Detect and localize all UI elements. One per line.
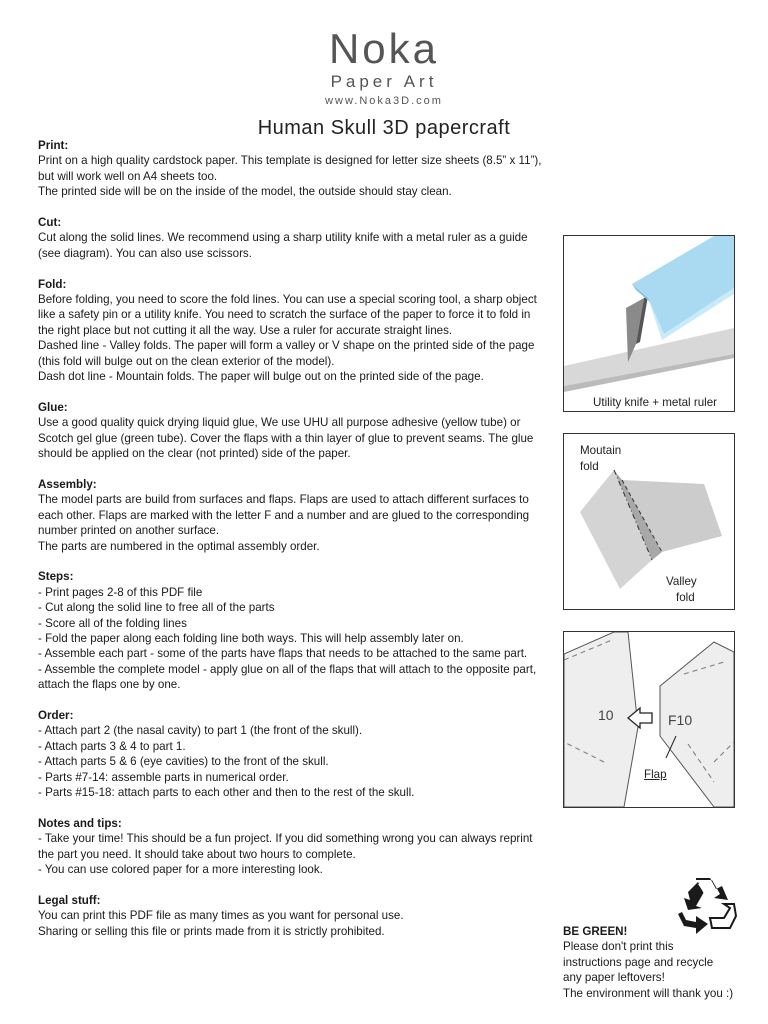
text-line: - Attach part 2 (the nasal cavity) to part 1 (the front of the skull). bbox=[38, 724, 363, 738]
text-line: Dashed line - Valley folds. The paper will form a valley or V shape on the printed side of the page bbox=[38, 339, 535, 353]
text-line: each other. Flaps are marked with the letter F and a number and are glued to the corresponding bbox=[38, 508, 530, 522]
text-line: (this fold will bulge out on the clean exterior of the model). bbox=[38, 354, 335, 368]
text-line: The parts are numbered in the optimal assembly order. bbox=[38, 539, 320, 553]
text-line: - Attach parts 3 & 4 to part 1. bbox=[38, 739, 186, 753]
text-line: The model parts are build from surfaces and flaps. Flaps are used to attach different surfaces to bbox=[38, 493, 529, 507]
text-line: - Fold the paper along each folding line both ways. This will help assembly later on. bbox=[38, 631, 464, 645]
section-heading: Steps: bbox=[38, 570, 74, 584]
section-heading: Order: bbox=[38, 708, 74, 722]
text-line: Use a good quality quick drying liquid glue, We use UHU all purpose adhesive (yellow tube) or bbox=[38, 416, 521, 430]
text-line: Before folding, you need to score the fold lines. You can use a special scoring tool, a sharp object bbox=[38, 293, 537, 307]
text-line: should be applied on the clear (not printed) side of the paper. bbox=[38, 447, 351, 461]
section-heading: Legal stuff: bbox=[38, 893, 101, 907]
valley-label: fold bbox=[676, 591, 695, 604]
text-line: but will work well on A4 sheets too. bbox=[38, 169, 218, 183]
section-cut bbox=[38, 215, 558, 261]
brand-subtitle: Paper Art bbox=[330, 72, 438, 91]
section-glue bbox=[38, 400, 558, 462]
brand-name: Noka bbox=[328, 25, 440, 72]
text-line: (see diagram). You can also use scissors. bbox=[38, 246, 252, 260]
mountain-label: fold bbox=[580, 460, 599, 473]
knife-diagram bbox=[563, 235, 735, 412]
instructions bbox=[38, 138, 558, 954]
text-line: - Cut along the solid line to free all of the parts bbox=[38, 601, 275, 615]
text-line: like a safety pin or a utility knife. You need to scratch the surface of the paper to force it to fold in bbox=[38, 308, 531, 322]
text-line: Dash dot line - Mountain folds. The paper will bulge out on the printed side of the page. bbox=[38, 370, 484, 384]
part-number: 10 bbox=[598, 707, 614, 723]
text-line: The environment will thank you :) bbox=[563, 986, 734, 1000]
text-line: - Attach parts 5 & 6 (eye cavities) to the front of the skull. bbox=[38, 755, 329, 769]
text-line: - Score all of the folding lines bbox=[38, 616, 187, 630]
fold-diagram bbox=[563, 433, 735, 610]
text-line: any paper leftovers! bbox=[563, 971, 665, 985]
section-heading: Glue: bbox=[38, 400, 68, 414]
be-green-note bbox=[563, 924, 763, 1001]
brand-url: www.Noka3D.com bbox=[325, 95, 443, 107]
text-line: - Parts #7-14: assemble parts in numerical order. bbox=[38, 770, 289, 784]
text-line: number printed on another surface. bbox=[38, 524, 220, 538]
section-heading: Cut: bbox=[38, 216, 62, 230]
text-line: - You can use colored paper for a more interesting look. bbox=[38, 862, 323, 876]
text-line: - Assemble each part - some of the parts have flaps that needs to be attached to the same part. bbox=[38, 647, 528, 661]
be-green-heading: BE GREEN! bbox=[563, 925, 628, 938]
text-line: You can print this PDF file as many times as you want for personal use. bbox=[38, 909, 404, 923]
utility-knife-icon bbox=[564, 236, 734, 411]
section-notes bbox=[38, 816, 558, 878]
text-line: the right place but not cutting it all the way. Use a ruler for accurate straight lines. bbox=[38, 323, 453, 337]
section-legal bbox=[38, 893, 558, 939]
section-fold bbox=[38, 277, 558, 385]
section-heading: Notes and tips: bbox=[38, 816, 122, 830]
text-line: Scotch gel glue (green tube). Cover the flaps with a thin layer of glue to prevent seams. The glue bbox=[38, 431, 534, 445]
flap-label: Flap bbox=[644, 768, 667, 781]
section-heading: Assembly: bbox=[38, 477, 97, 491]
section-heading: Fold: bbox=[38, 277, 67, 291]
text-line: Please don't print this bbox=[563, 940, 674, 954]
mountain-label: Moutain bbox=[580, 444, 622, 457]
text-line: - Print pages 2-8 of this PDF file bbox=[38, 585, 203, 599]
section-heading: Print: bbox=[38, 139, 69, 152]
section-order bbox=[38, 708, 558, 800]
text-line: instructions page and recycle bbox=[563, 955, 714, 969]
valley-label: Valley bbox=[666, 575, 697, 588]
text-line: - Parts #15-18: attach parts to each other and then to the rest of the skull. bbox=[38, 785, 415, 799]
text-line: - Take your time! This should be a fun project. If you did something wrong you can always reprint bbox=[38, 832, 533, 846]
text-line: attach the flaps one by one. bbox=[38, 678, 181, 692]
section-steps bbox=[38, 569, 558, 692]
text-line: Sharing or selling this file or prints made from it is strictly prohibited. bbox=[38, 924, 385, 938]
flap-code: F10 bbox=[668, 712, 693, 728]
text-line: the part you need. It should take about two hours to complete. bbox=[38, 847, 356, 861]
text-line: Print on a high quality cardstock paper. This template is designed for letter size sheets (8.5” x 11”), bbox=[38, 154, 542, 168]
text-line: The printed side will be on the inside of the model, the outside should stay clean. bbox=[38, 185, 452, 199]
section-print bbox=[38, 138, 558, 200]
section-assembly bbox=[38, 477, 558, 554]
text-line: - Assemble the complete model - apply glue on all of the flaps that will attach to the opposite part, bbox=[38, 662, 537, 676]
flap-diagram bbox=[563, 631, 735, 808]
knife-caption: Utility knife + metal ruler bbox=[593, 396, 718, 409]
text-line: Cut along the solid lines. We recommend using a sharp utility knife with a metal ruler as a guide bbox=[38, 231, 528, 245]
document-title: Human Skull 3D papercraft bbox=[257, 117, 511, 139]
